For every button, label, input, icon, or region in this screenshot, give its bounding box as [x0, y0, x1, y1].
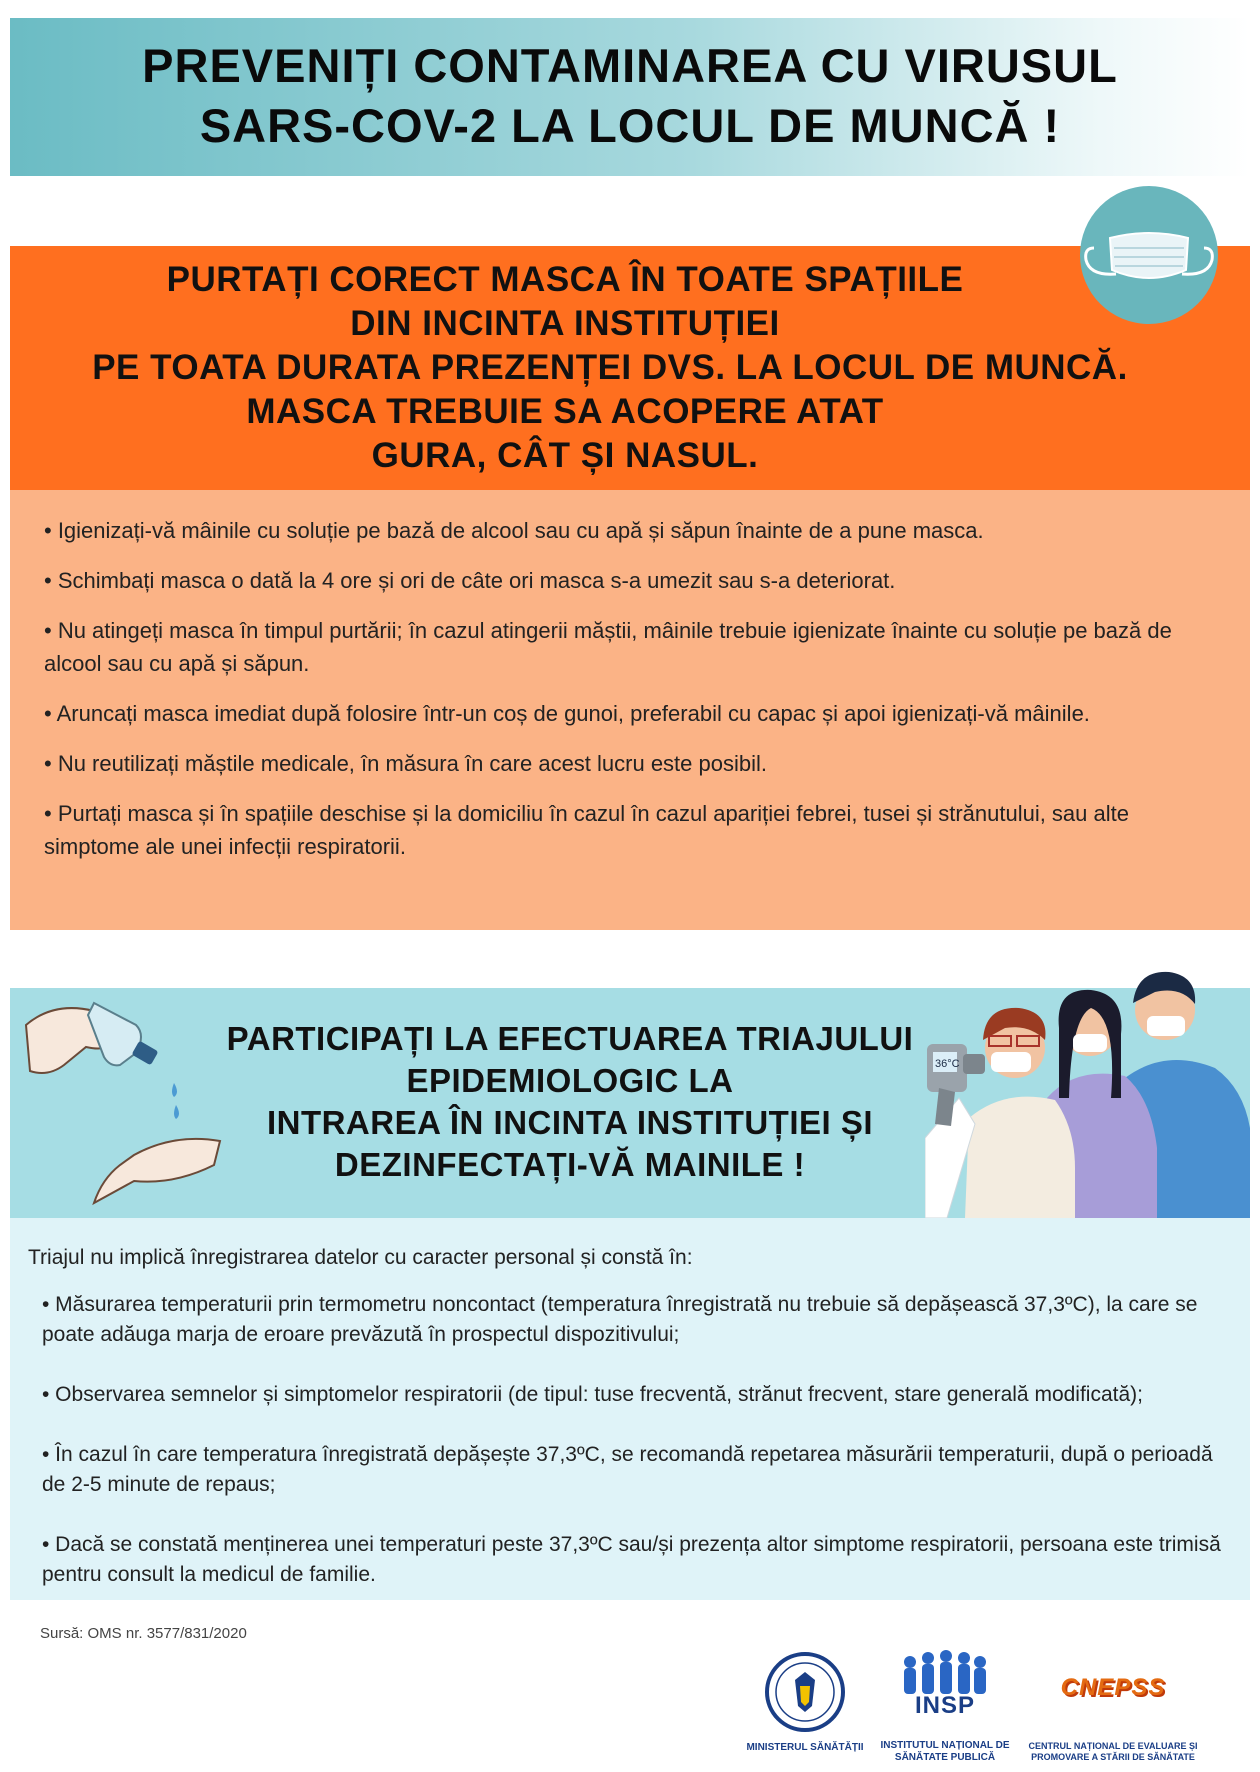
- triage-title-line: PARTICIPAȚI LA EFECTUAREA TRIAJULUI: [226, 1020, 914, 1057]
- mask-guidelines-list: [44, 514, 1224, 880]
- list-item: • Schimbați masca o dată la 4 ore și ori de câte ori masca s-a umezit sau s-a deteriorat.: [44, 568, 896, 593]
- list-item: • În cazul în care temperatura înregistrată depășește 37,3ºC, se recomandă repetarea măsurării temperaturii, după o perioadă de 2-5 minute de repaus;: [42, 1443, 1213, 1496]
- thermometer-reading: 36°C: [935, 1058, 960, 1070]
- insp-mark: INSP: [914, 1692, 975, 1719]
- mask-section-title: [10, 258, 1128, 478]
- insp-label-line-1: INSTITUTUL NAȚIONAL DE: [880, 1740, 1010, 1751]
- temperature-check-illustration: [925, 948, 1250, 1218]
- source-citation: Sursă: OMS nr. 3577/831/2020: [40, 1625, 247, 1642]
- triage-title-line: DEZINFECTAȚI-VĂ MAINILE !: [334, 1146, 806, 1183]
- mask-title-line: PE TOATA DURATA PREZENȚEI DVS. LA LOCUL DE MUNCĂ.: [92, 348, 1128, 387]
- triage-steps-list: [42, 1290, 1232, 1620]
- list-item: • Observarea semnelor și simptomelor respiratorii (de tipul: tuse frecventă, strănut frecvent, stare generală modificată);: [42, 1383, 1143, 1406]
- list-item: • Igienizați-vă mâinile cu soluție pe bază de alcool sau cu apă și săpun înainte de a pune masca.: [44, 518, 984, 543]
- list-item: • Nu reutilizați măștile medicale, în măsura în care acest lucru este posibil.: [44, 751, 768, 776]
- mask-title-line: GURA, CÂT ȘI NASUL.: [371, 436, 759, 475]
- cnepss-label-line-1: CENTRUL NAȚIONAL DE EVALUARE ȘI: [1028, 1741, 1198, 1751]
- list-item: • Dacă se constată menținerea unei temperaturi peste 37,3ºC sau/și prezența altor simptome respiratorii, persoana este trimisă pentru consult la medicul de familie.: [42, 1533, 1221, 1586]
- ministry-label: MINISTERUL SĂNĂTĂȚII: [746, 1742, 864, 1753]
- mask-title-line: MASCA TREBUIE SA ACOPERE ATAT: [246, 392, 884, 431]
- list-item: • Măsurarea temperaturii prin termometru noncontact (temperatura înregistrată nu trebuie să depășească 37,3ºC), la care se poate adăuga marja de eroare prevăzută în prospectul dispozitivului;: [42, 1293, 1198, 1346]
- insp-label-line-2: SĂNĂTATE PUBLICĂ: [894, 1752, 996, 1763]
- page-title: [10, 36, 1250, 156]
- page-title-line-1: PREVENIȚI CONTAMINAREA CU VIRUSUL: [142, 39, 1118, 92]
- page-title-line-2: SARS-COV-2 LA LOCUL DE MUNCĂ !: [199, 99, 1061, 152]
- ministry-seal-text: [740, 1650, 870, 1662]
- insp-logo: [880, 1648, 1010, 1764]
- mask-title-line: PURTAȚI CORECT MASCA ÎN TOATE SPAȚIILE: [166, 260, 964, 299]
- triage-title-line: INTRAREA ÎN INCINTA INSTITUȚIEI ȘI: [266, 1104, 874, 1141]
- list-item: • Purtați masca și în spațiile deschise și la domiciliu în cazul în cazul apariției febrei, tusei și strănutului, sau alte simptome ale unei infecții respiratorii.: [44, 801, 1129, 859]
- cnepss-label-line-2: PROMOVARE A STĂRII DE SĂNĂTATE: [1031, 1752, 1195, 1762]
- ministry-of-health-logo: [740, 1650, 870, 1760]
- face-mask-icon: [1080, 186, 1218, 324]
- mask-title-line: DIN INCINTA INSTITUȚIEI: [350, 304, 780, 343]
- triage-intro: Triajul nu implică înregistrarea datelor cu caracter personal și constă în:: [28, 1246, 693, 1269]
- list-item: • Aruncați masca imediat după folosire într-un coș de gunoi, preferabil cu capac și apoi igienizați-vă mâinile.: [44, 701, 1090, 726]
- cnepss-logo: [1028, 1668, 1198, 1764]
- cnepss-mark: CNEPSS: [1060, 1674, 1166, 1701]
- list-item: • Nu atingeți masca în timpul purtării; în cazul atingerii măștii, mâinile trebuie igienizate înainte cu soluție pe bază de alcool sau cu apă și săpun.: [44, 618, 1172, 676]
- triage-section-title: [180, 1018, 960, 1186]
- triage-title-line: EPIDEMIOLOGIC LA: [406, 1062, 734, 1099]
